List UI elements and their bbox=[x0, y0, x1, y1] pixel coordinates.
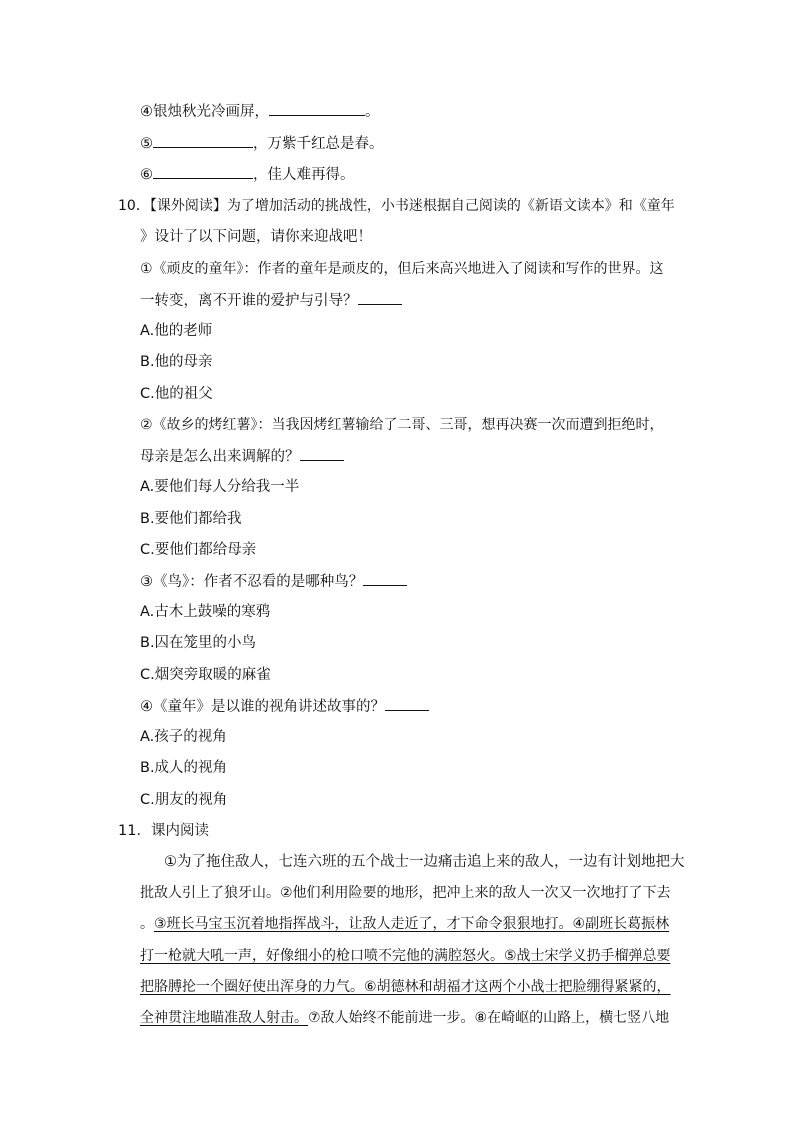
sub2-option-a: A.要他们每人分给我一半 bbox=[140, 479, 300, 495]
answer-blank[interactable] bbox=[358, 290, 402, 305]
sub4-option-b: B.成人的视角 bbox=[140, 760, 228, 776]
question-10-heading-line2: 》设计了以下问题，请你来迎战吧！ bbox=[140, 229, 372, 245]
fill-in-item-4 bbox=[140, 101, 380, 122]
fill-in-suffix: 。 bbox=[365, 104, 380, 120]
passage-line-1: ①为了拖住敌人，七连六班的五个战士一边痛击追上来的敌人，一边有计划地把大 bbox=[164, 854, 685, 870]
sub1-option-b: B.他的母亲 bbox=[140, 354, 213, 370]
sub1-stem-line1: ①《顽皮的童年》：作者的童年是顽皮的，但后来高兴地进入了阅读和写作的世界。这 bbox=[140, 261, 664, 277]
sub2-stem-line1: ②《故乡的烤红薯》：当我因烤红薯输给了二哥、三哥，想再决赛一次而遭到拒绝时， bbox=[140, 417, 664, 433]
fill-in-suffix: ，万紫千红总是春。 bbox=[253, 136, 384, 152]
sub2-option-c: C.要他们都给母亲 bbox=[140, 542, 257, 558]
fill-in-prefix: ④银烛秋光冷画屏， bbox=[140, 104, 269, 120]
sub2-option-b: B.要他们都给我 bbox=[140, 511, 242, 527]
sub1-stem-line2 bbox=[140, 290, 402, 311]
question-11-heading: 11．课内阅读 bbox=[118, 823, 209, 839]
passage-text: ⑦敌人始终不能前进一步。⑧在崎岖的山路上，横七竖八地 bbox=[308, 1010, 670, 1026]
sub4-stem bbox=[140, 696, 429, 717]
underlined-sentence: ③班长马宝玉沉着地指挥战斗，让敌人走近了，才下命令狠狠地打。④副班长葛振林 bbox=[154, 916, 670, 932]
sub2-stem-line2 bbox=[140, 446, 344, 467]
fill-in-item-6 bbox=[140, 164, 355, 185]
sub1-option-a: A.他的老师 bbox=[140, 323, 213, 339]
question-10-heading-line1: 10．【课外阅读】为了增加活动的挑战性，小书迷根据自己阅读的《新语文读本》和《童年 bbox=[118, 198, 675, 214]
underlined-sentence: 全神贯注地瞄准敌人射击。 bbox=[140, 1010, 308, 1026]
fill-in-item-5 bbox=[140, 133, 384, 154]
passage-line-6 bbox=[140, 1008, 669, 1028]
answer-blank[interactable] bbox=[363, 571, 407, 586]
passage-line-5: 把胳膊抡一个圈好使出浑身的力气。⑥胡德林和胡福才这两个小战士把脸绷得紧紧的， bbox=[140, 979, 671, 995]
answer-blank[interactable] bbox=[300, 446, 344, 461]
sub3-stem bbox=[140, 571, 407, 592]
answer-blank[interactable] bbox=[385, 696, 429, 711]
answer-blank[interactable] bbox=[153, 133, 253, 148]
fill-in-prefix: ⑥ bbox=[140, 167, 153, 183]
sub4-option-a: A.孩子的视角 bbox=[140, 729, 227, 745]
sub3-option-b: B.囚在笼里的小鸟 bbox=[140, 635, 257, 651]
sub1-stem-text: 一转变，离不开谁的爱护与引导？ bbox=[140, 293, 358, 309]
sub4-option-c: C.朋友的视角 bbox=[140, 792, 228, 808]
sub4-stem-text: ④《童年》是以谁的视角讲述故事的？ bbox=[140, 699, 385, 715]
passage-line-4: 打一枪就大吼一声，好像细小的枪口喷不完他的满腔怒火。⑤战士宋学义扔手榴弹总要 bbox=[140, 948, 671, 964]
passage-line-2: 批敌人引上了狼牙山。②他们利用险要的地形，把冲上来的敌人一次又一次地打了下去 bbox=[140, 885, 671, 901]
sub3-option-a: A.古木上鼓噪的寒鸦 bbox=[140, 604, 271, 620]
answer-blank[interactable] bbox=[153, 164, 253, 179]
sub2-stem-text: 母亲是怎么出来调解的？ bbox=[140, 449, 300, 465]
sub1-option-c: C.他的祖父 bbox=[140, 386, 213, 402]
fill-in-suffix: ，佳人难再得。 bbox=[253, 167, 355, 183]
passage-text: 。 bbox=[140, 916, 154, 932]
sub3-stem-text: ③《鸟》：作者不忍看的是哪种鸟？ bbox=[140, 574, 364, 590]
fill-in-prefix: ⑤ bbox=[140, 136, 153, 152]
passage-line-3 bbox=[140, 914, 669, 934]
sub3-option-c: C.烟突旁取暖的麻雀 bbox=[140, 667, 271, 683]
answer-blank[interactable] bbox=[269, 101, 365, 116]
